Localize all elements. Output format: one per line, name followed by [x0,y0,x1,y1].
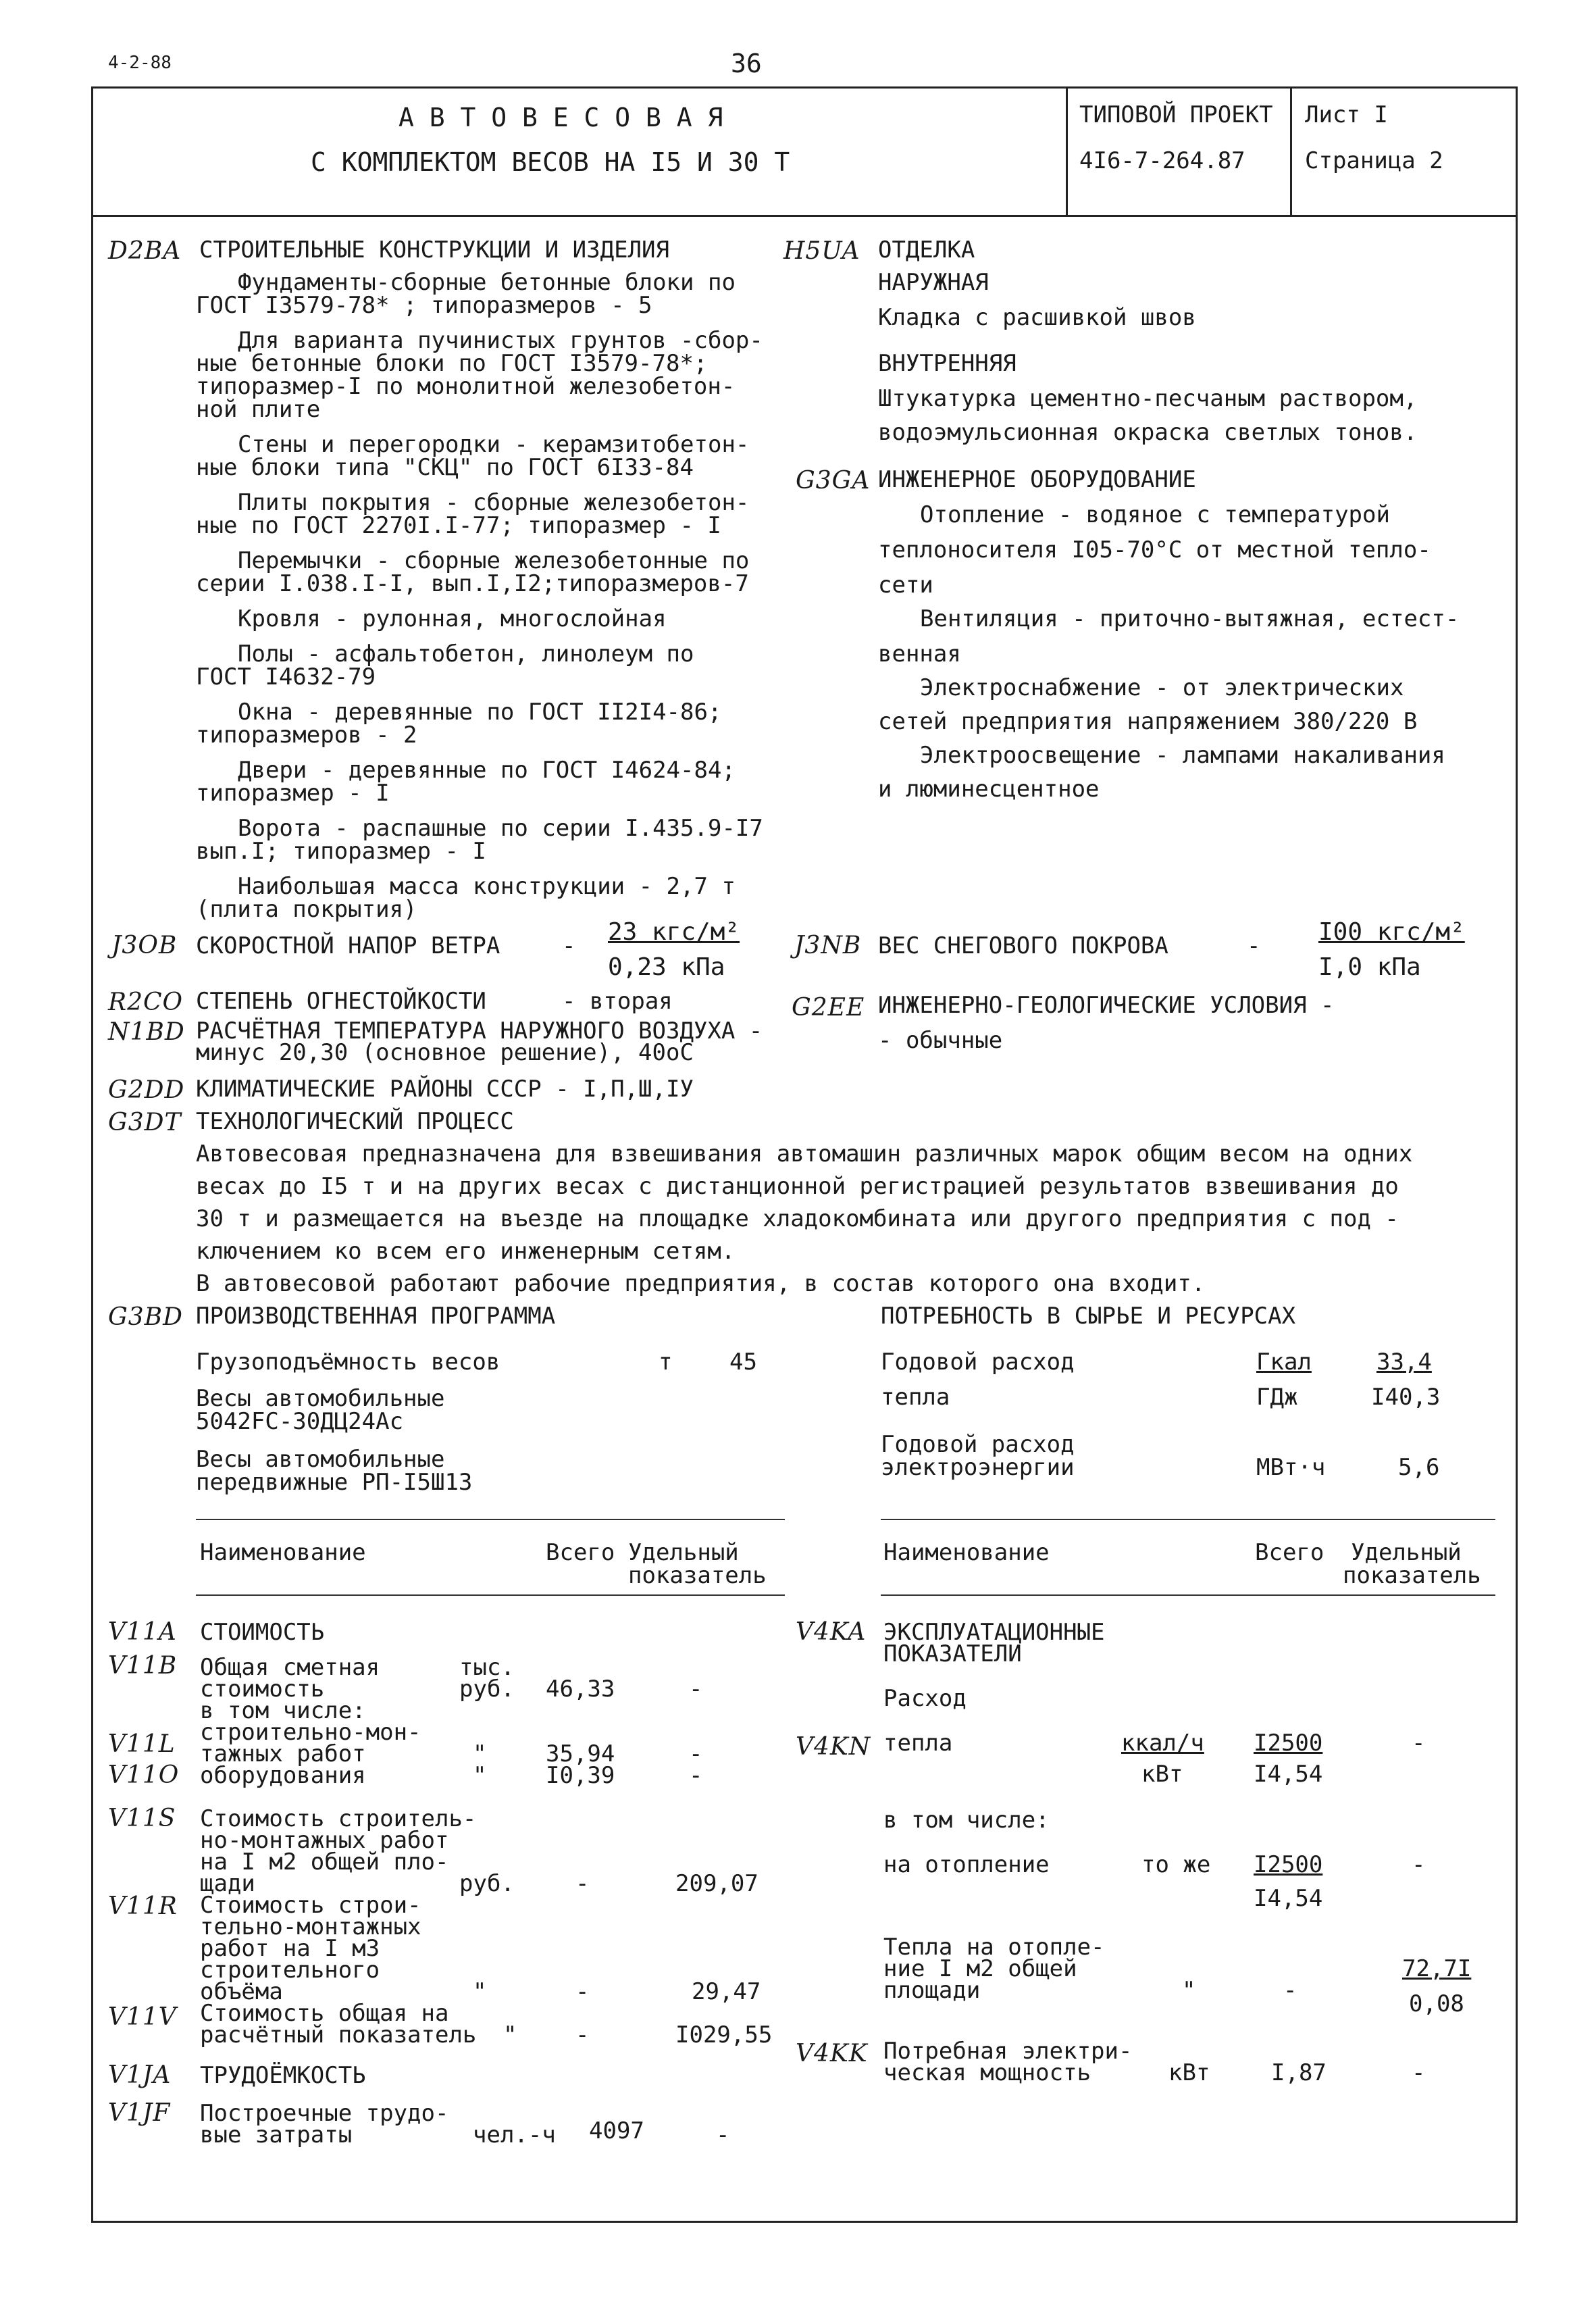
table-row-total: I2500 [1254,1851,1323,1878]
program-capacity-label: Грузоподъёмность весов [196,1349,500,1376]
engineering-line: Электроосвещение - лампами накаливания [920,742,1445,769]
table-row-total: I4,54 [1254,1761,1323,1788]
code-v11s: V11S [108,1805,176,1832]
table-row-text: Построечные трудо- [200,2100,449,2127]
constructions-line: Полы - асфальтобетон, линолеум по [238,640,694,668]
table-row-total: I2500 [1254,1730,1323,1757]
climate-text: КЛИМАТИЧЕСКИЕ РАЙОНЫ СССР - I,П,Ш,IУ [196,1076,694,1103]
resources-heat-line2: тепла [881,1384,950,1411]
table-row-total: I4,54 [1254,1885,1323,1912]
process-line: В автовесовой работают рабочие предприятия, в состав которого она входит. [196,1270,1206,1297]
table-row-unit: тыс. [459,1654,515,1681]
snow-dash: - [1247,932,1261,959]
resources-heat-line1: Годовой расход [881,1349,1075,1376]
table-row-spec: - [689,1740,703,1767]
resources-heat-value2: I40,3 [1371,1384,1441,1411]
resources-el-unit: МВт·ч [1256,1454,1326,1481]
resources-heat-unit2: ГДж [1256,1384,1298,1411]
constructions-line: Наибольшая масса конструкции - 2,7 т [238,873,736,900]
table-row-text: Общая сметная [200,1654,380,1681]
geology-line-2: - обычные [878,1027,1003,1054]
header-divider [91,215,1518,217]
code-g3ga: G3GA [796,467,871,495]
table-row-text: Тепла на отопле- [883,1934,1105,1961]
constructions-line: Кровля - рулонная, многослойная [238,605,667,632]
table-right-top-line [881,1519,1495,1520]
table-row-unit: руб. [459,1870,515,1897]
constructions-line: Перемычки - сборные железобетонные по [238,547,750,574]
finishing-inner-line-1: Штукатурка цементно-песчаным раствором, [878,385,1418,412]
table-row-spec: - [1412,1851,1426,1878]
constructions-line: Окна - деревянные по ГОСТ II2I4-86; [238,699,722,726]
table-row-spec: 29,47 [692,1978,761,2005]
process-heading: ТЕХНОЛОГИЧЕСКИЙ ПРОЦЕСС [196,1108,514,1135]
table-row-text: Потребная электри- [883,2038,1133,2065]
constructions-line: Для варианта пучинистых грунтов -сбор- [238,327,763,354]
resources-el-line2: электроэнергии [881,1454,1075,1481]
constructions-line: ГОСТ I3579-78* ; типоразмеров - 5 [196,292,652,319]
program-scale1-line1: Весы автомобильные [196,1385,445,1412]
document-date: 4-2-88 [108,53,172,73]
table-right-heading-2: ПОКАЗАТЕЛИ [883,1640,1022,1667]
resources-heat-unit1: Гкал [1256,1349,1312,1376]
table-right-col-name: Наименование [883,1539,1050,1566]
table-row-spec: - [689,1762,703,1789]
page-number: 36 [731,49,762,78]
table-row-text: площади [883,1977,981,2004]
program-scale1-line2: 5042FC-30ДЦ24Ас [196,1408,404,1435]
table-row-total: 4097 [589,2117,644,2144]
resources-el-value: 5,6 [1398,1454,1440,1481]
program-scale2-line2: передвижные РП-I5Ш13 [196,1469,473,1496]
table-row-text: строительного [200,1957,380,1984]
program-capacity-value: 45 [729,1349,757,1376]
constructions-line: серии I.038.I-I, вып.I,I2;типоразмеров-7 [196,570,749,597]
table-row-total: - [575,2021,590,2048]
table-row-unit: " [473,1762,487,1789]
table-left-header-line [196,1594,785,1596]
program-heading: ПРОИЗВОДСТВЕННАЯ ПРОГРАММА [196,1303,556,1330]
code-v4kk: V4KK [796,2040,868,2067]
table-row-total: - [575,1870,590,1897]
wind-dash: - [562,932,576,959]
finishing-inner-label: ВНУТРЕННЯЯ [878,350,1016,377]
table-row-unit: ккал/ч [1121,1730,1204,1757]
code-d2ba: D2BA [108,237,182,265]
table-row-unit: чел.-ч [473,2121,556,2148]
temperature-line-1: РАСЧЁТНАЯ ТЕМПЕРАТУРА НАРУЖНОГО ВОЗДУХА - [196,1017,763,1045]
engineering-line: венная [878,640,961,668]
table-left-col-spec1: Удельный [628,1539,739,1566]
table-row-total: - [1283,1977,1297,2004]
code-v11r: V11R [108,1892,178,1920]
code-h5ua: H5UA [783,237,860,265]
table-row-text: вые затраты [200,2121,353,2148]
table-row-total: I,87 [1271,2059,1327,2086]
program-capacity-unit: т [659,1349,673,1376]
program-scale2-line1: Весы автомобильные [196,1446,445,1473]
snow-value-2: I,0 кПа [1318,953,1421,981]
table-row-spec: 209,07 [675,1870,758,1897]
engineering-line: Вентиляция - приточно-вытяжная, естест- [920,605,1460,632]
table-row-spec: 0,08 [1409,1990,1464,2017]
title-line-1: А В Т О В Е С О В А Я [398,103,723,132]
constructions-line: Фундаменты-сборные бетонные блоки по [238,269,736,296]
wind-label: СКОРОСТНОЙ НАПОР ВЕТРА [196,932,500,959]
code-v11l: V11L [108,1730,176,1758]
fire-label: СТЕПЕНЬ ОГНЕСТОЙКОСТИ [196,988,486,1015]
header-vline-2 [1290,86,1292,215]
code-v11o: V11O [108,1761,180,1789]
constructions-line: (плита покрытия) [196,896,417,923]
table-row-text: объёма [200,1978,283,2005]
code-g3dt: G3DT [108,1109,182,1136]
code-g2ee: G2EE [792,994,865,1022]
temperature-line-2: минус 20,30 (основное решение), 40оС [196,1039,694,1066]
constructions-heading: СТРОИТЕЛЬНЫЕ КОНСТРУКЦИИ И ИЗДЕЛИЯ [199,236,669,263]
table-row-total: - [575,1978,590,2005]
table-row-text: на отопление [883,1851,1050,1878]
table-right-header-line [881,1594,1495,1596]
title-line-2: С КОМПЛЕКТОМ ВЕСОВ НА I5 И 30 Т [311,147,790,177]
table-row-spec: I029,55 [675,2021,773,2048]
table-row-text: тепла [883,1730,953,1757]
table-row-unit: кВт [1141,1761,1183,1788]
engineering-line: сети [878,572,933,599]
code-v1jf: V1JF [108,2099,171,2127]
table-row-text: строительно-мон- [200,1719,421,1746]
engineering-line: теплоносителя I05-70°С от местной тепло- [878,536,1431,563]
engineering-line: и люминесцентное [878,776,1100,803]
table-row-text: Стоимость строитель- [200,1805,477,1832]
table-row-unit: " [473,1978,487,2005]
geology-line-1: ИНЖЕНЕРНО-ГЕОЛОГИЧЕСКИЕ УСЛОВИЯ - [878,992,1335,1019]
code-v4kn: V4KN [796,1733,871,1761]
code-g2dd: G2DD [108,1076,185,1104]
code-j3nb: J3NB [794,932,862,959]
constructions-line: Ворота - распашные по серии I.435.9-I7 [238,815,763,842]
constructions-line: Двери - деревянные по ГОСТ I4624-84; [238,757,736,784]
table-row-text: в том числе: [883,1807,1050,1834]
table-right-col-total: Всего [1255,1539,1324,1566]
constructions-line: Плиты покрытия - сборные железобетон- [238,489,750,516]
constructions-line: вып.I; типоразмер - I [196,838,486,865]
table-row-unit: " [473,1740,487,1767]
table-row-unit: то же [1141,1851,1211,1878]
table-right-heading-1: ЭКСПЛУАТАЦИОННЫЕ [883,1619,1105,1646]
table-row-text: расчётный показатель [200,2021,477,2048]
finishing-outer-text: Кладка с расшивкой швов [878,304,1196,331]
page-label: Страница 2 [1305,147,1443,174]
table-left-col-spec2: показатель [628,1562,767,1589]
table-right-col-spec1: Удельный [1351,1539,1462,1566]
process-line: ключением ко всем его инженерным сетям. [196,1238,736,1265]
table-row-text: работ на I м3 [200,1935,380,1962]
table-row-text: но-монтажных работ [200,1827,449,1854]
constructions-line: типоразмеров - 2 [196,722,417,749]
table-row-unit: " [1182,1977,1196,2004]
table-row-spec: - [689,1676,703,1703]
code-j3ob: J3OB [111,932,178,959]
engineering-line: Электроснабжение - от электрических [920,674,1404,701]
cost-heading: СТОИМОСТЬ [200,1619,325,1646]
code-r2co: R2CO [108,988,184,1016]
labor-heading: ТРУДОЁМКОСТЬ [200,2062,366,2089]
wind-value-1: 23 кгс/м² [608,918,740,946]
table-row-text: ческая мощность [883,2059,1091,2086]
resources-heat-value1: 33,4 [1376,1349,1432,1376]
finishing-outer-label: НАРУЖНАЯ [878,269,989,296]
finishing-inner-line-2: водоэмульсионная окраска светлых тонов. [878,419,1418,446]
table-row-spec: - [716,2121,730,2148]
table-row-total: 46,33 [546,1676,615,1703]
table-row-spec: - [1412,1730,1426,1757]
table-row-unit: " [503,2021,517,2048]
constructions-line: ные блоки типа "СКЦ" по ГОСТ 6I33-84 [196,454,694,481]
process-line: Автовесовая предназначена для взвешивания автомашин различных марок общим весом на одних [196,1140,1413,1167]
snow-label: ВЕС СНЕГОВОГО ПОКРОВА [878,932,1168,959]
constructions-line: ные бетонные блоки по ГОСТ I3579-78*; [196,350,708,377]
table-row-total: I0,39 [546,1762,615,1789]
table-left-col-total: Всего [546,1539,615,1566]
constructions-line: типоразмер-I по монолитной железобетон- [196,373,736,400]
table-row-text: ние I м2 общей [883,1955,1077,1982]
table-row-text: на I м2 общей пло- [200,1848,449,1876]
resources-el-line1: Годовой расход [881,1431,1075,1458]
code-v11a: V11A [108,1618,177,1646]
resources-heading: ПОТРЕБНОСТЬ В СЫРЬЕ И РЕСУРСАХ [881,1303,1296,1330]
table-row-text: тажных работ [200,1740,366,1767]
constructions-line: ной плите [196,396,321,423]
table-left-top-line [196,1519,785,1520]
table-right-consumption: Расход [883,1685,967,1712]
table-row-text: оборудования [200,1762,366,1789]
engineering-line: сетей предприятия напряжением 380/220 В [878,708,1418,735]
header-vline-1 [1066,86,1068,215]
code-v11v: V11V [108,2003,177,2031]
constructions-line: типоразмер - I [196,780,390,807]
project-label: ТИПОВОЙ ПРОЕКТ [1079,101,1273,128]
constructions-line: ные по ГОСТ 2270I.I-77; типоразмер - I [196,512,721,539]
table-row-text: Стоимость общая на [200,2000,449,2027]
table-row-text: стоимость [200,1676,325,1703]
finishing-heading: ОТДЕЛКА [878,236,975,263]
table-row-text: щади [200,1870,255,1897]
table-row-text: в том числе: [200,1697,366,1724]
table-row-spec: - [1412,2059,1426,2086]
code-v4ka: V4KA [796,1618,867,1646]
project-code: 4I6-7-264.87 [1079,147,1245,174]
table-left-col-name: Наименование [200,1539,366,1566]
code-v1ja: V1JA [108,2061,172,2089]
table-row-unit: руб. [459,1676,515,1703]
snow-value-1: I00 кгс/м² [1318,918,1465,946]
fire-value: - вторая [562,988,673,1015]
code-g3bd: G3BD [108,1303,183,1331]
table-row-text: Стоимость строи- [200,1892,421,1919]
process-line: 30 т и размещается на въезде на площадке хладокомбината или другого предприятия с под - [196,1205,1399,1232]
wind-value-2: 0,23 кПа [608,953,725,981]
process-line: весах до I5 т и на других весах с дистанционной регистрацией результатов взвешивания до [196,1173,1399,1200]
engineering-heading: ИНЖЕНЕРНОЕ ОБОРУДОВАНИЕ [878,466,1196,493]
constructions-line: ГОСТ I4632-79 [196,663,376,690]
table-right-col-spec2: показатель [1343,1562,1481,1589]
table-row-text: тельно-монтажных [200,1913,421,1940]
code-n1bd: N1BD [108,1018,185,1046]
engineering-line: Отопление - водяное с температурой [920,501,1390,528]
table-row-unit: кВт [1168,2059,1210,2086]
table-row-spec: 72,7I [1402,1955,1472,1982]
constructions-line: Стены и перегородки - керамзитобетон- [238,431,750,458]
sheet-label: Лист I [1305,101,1388,128]
code-v11b: V11B [108,1652,178,1680]
table-row-total: 35,94 [546,1740,615,1767]
